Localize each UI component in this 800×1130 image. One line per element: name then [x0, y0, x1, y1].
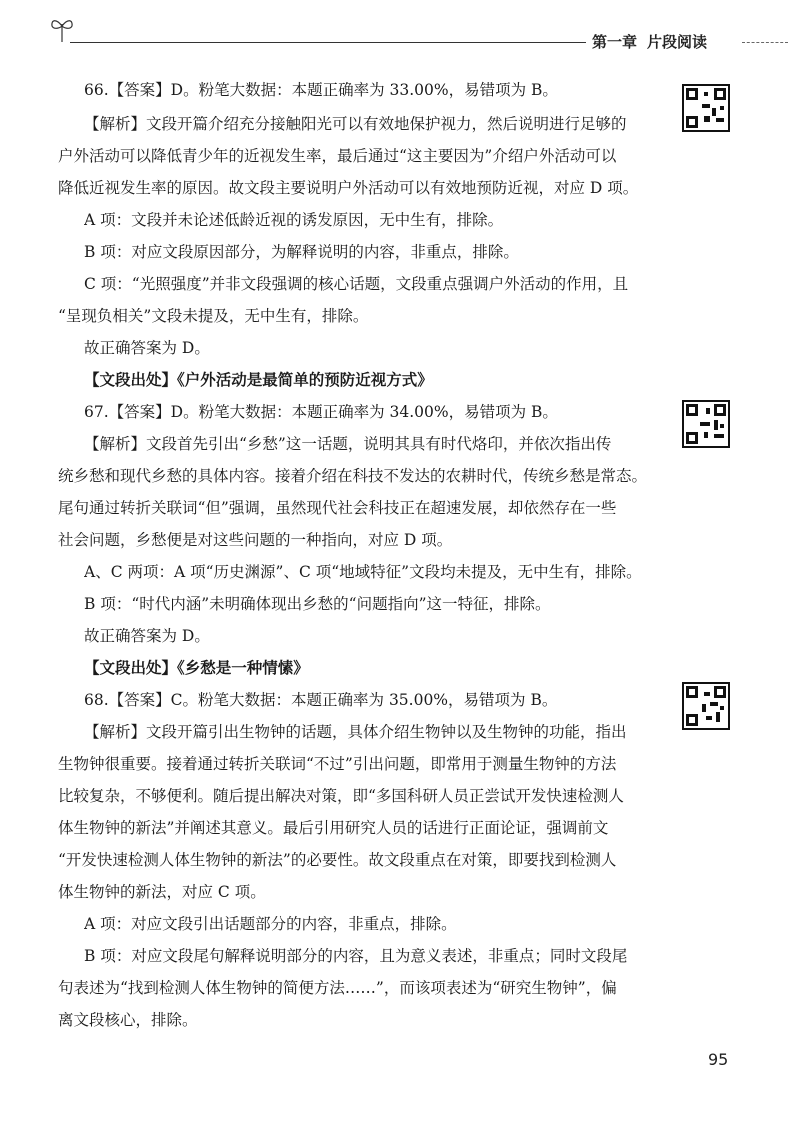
- q67-analysis-line: 统乡愁和现代乡愁的具体内容。接着介绍在科技不发达的农耕时代，传统乡愁是常态。: [58, 467, 648, 485]
- q67-conclusion: 故正确答案为 D。: [84, 627, 210, 645]
- q66-answer: 66.【答案】D。粉笔大数据：本题正确率为 33.00%，易错项为 B。: [84, 81, 558, 99]
- q67-analysis-line: 尾句通过转折关联词“但”强调，虽然现代社会科技正在超速发展，却依然存在一些: [58, 499, 617, 517]
- q68-option-b-cont: 离文段核心，排除。: [58, 1011, 198, 1029]
- q67-analysis-line: 【解析】文段首先引出“乡愁”这一话题，说明其具有时代烙印，并依次指出传: [84, 435, 612, 453]
- q68-analysis-line: 比较复杂，不够便利。随后提出解决对策，即“多国科研人员正尝试开发快速检测人: [58, 787, 624, 805]
- q68-analysis-line: 体生物钟的新法”并阐述其意义。最后引用研究人员的话进行正面论证，强调前文: [58, 819, 609, 837]
- q67-source: 【文段出处】《乡愁是一种情愫》: [84, 658, 309, 677]
- header-rule: [70, 42, 586, 43]
- q66-option-a: A 项：文段并未论述低龄近视的诱发原因，无中生有，排除。: [84, 211, 504, 229]
- q68-analysis-line: 体生物钟的新法，对应 C 项。: [58, 883, 266, 901]
- q66-option-c-cont: “呈现负相关”文段未提及，无中生有，排除。: [58, 307, 369, 325]
- q67-option-b: B 项：“时代内涵”未明确体现出乡愁的“问题指向”这一特征，排除。: [84, 595, 551, 613]
- q68-analysis-line: 【解析】文段开篇引出生物钟的话题，具体介绍生物钟以及生物钟的功能，指出: [84, 723, 627, 741]
- q68-analysis-line: 生物钟很重要。接着通过转折关联词“不过”引出问题，即常用于测量生物钟的方法: [58, 755, 617, 773]
- page-header: [0, 0, 800, 60]
- qr-code-q68[interactable]: [682, 682, 730, 730]
- q66-analysis-line: 【解析】文段开篇介绍充分接触阳光可以有效地保护视力，然后说明进行足够的: [84, 115, 627, 133]
- running-title: [592, 31, 717, 52]
- q67-option-ac: A、C 两项：A 项“历史渊源”、C 项“地域特征”文段均未提及，无中生有，排除。: [84, 563, 642, 581]
- q68-option-a: A 项：对应文段引出话题部分的内容，非重点，排除。: [84, 915, 457, 933]
- q66-analysis-line: 户外活动可以降低青少年的近视发生率，最后通过“这主要因为”介绍户外活动可以: [58, 147, 617, 165]
- q68-option-b: B 项：对应文段尾句解释说明部分的内容，且为意义表述，非重点；同时文段尾: [84, 947, 628, 965]
- section-label: 片段阅读: [647, 33, 708, 51]
- q67-answer: 67.【答案】D。粉笔大数据：本题正确率为 34.00%，易错项为 B。: [84, 403, 558, 421]
- leaf-ornament-icon: [50, 14, 74, 44]
- q67-analysis-line: 社会问题，乡愁便是对这些问题的一种指向，对应 D 项。: [58, 531, 453, 549]
- q68-answer: 68.【答案】C。粉笔大数据：本题正确率为 35.00%，易错项为 B。: [84, 691, 558, 709]
- header-dash-rule: [742, 42, 788, 43]
- q66-conclusion: 故正确答案为 D。: [84, 339, 210, 357]
- q68-analysis-line: “开发快速检测人体生物钟的新法”的必要性。故文段重点在对策，即要找到检测人: [58, 851, 617, 869]
- chapter-label: 第一章: [592, 33, 638, 51]
- q66-option-b: B 项：对应文段原因部分，为解释说明的内容，非重点，排除。: [84, 243, 519, 261]
- page-number: 95: [708, 1050, 729, 1069]
- q66-source: 【文段出处】《户外活动是最简单的预防近视方式》: [84, 370, 433, 389]
- qr-code-q66[interactable]: [682, 84, 730, 132]
- q66-option-c: C 项：“光照强度”并非文段强调的核心话题，文段重点强调户外活动的作用，且: [84, 275, 629, 293]
- q66-analysis-line: 降低近视发生率的原因。故文段主要说明户外活动可以有效地预防近视，对应 D 项。: [58, 179, 639, 197]
- qr-code-q67[interactable]: [682, 400, 730, 448]
- q68-option-b-cont: 句表述为“找到检测人体生物钟的简便方法……”，而该项表述为“研究生物钟”，偏: [58, 979, 617, 997]
